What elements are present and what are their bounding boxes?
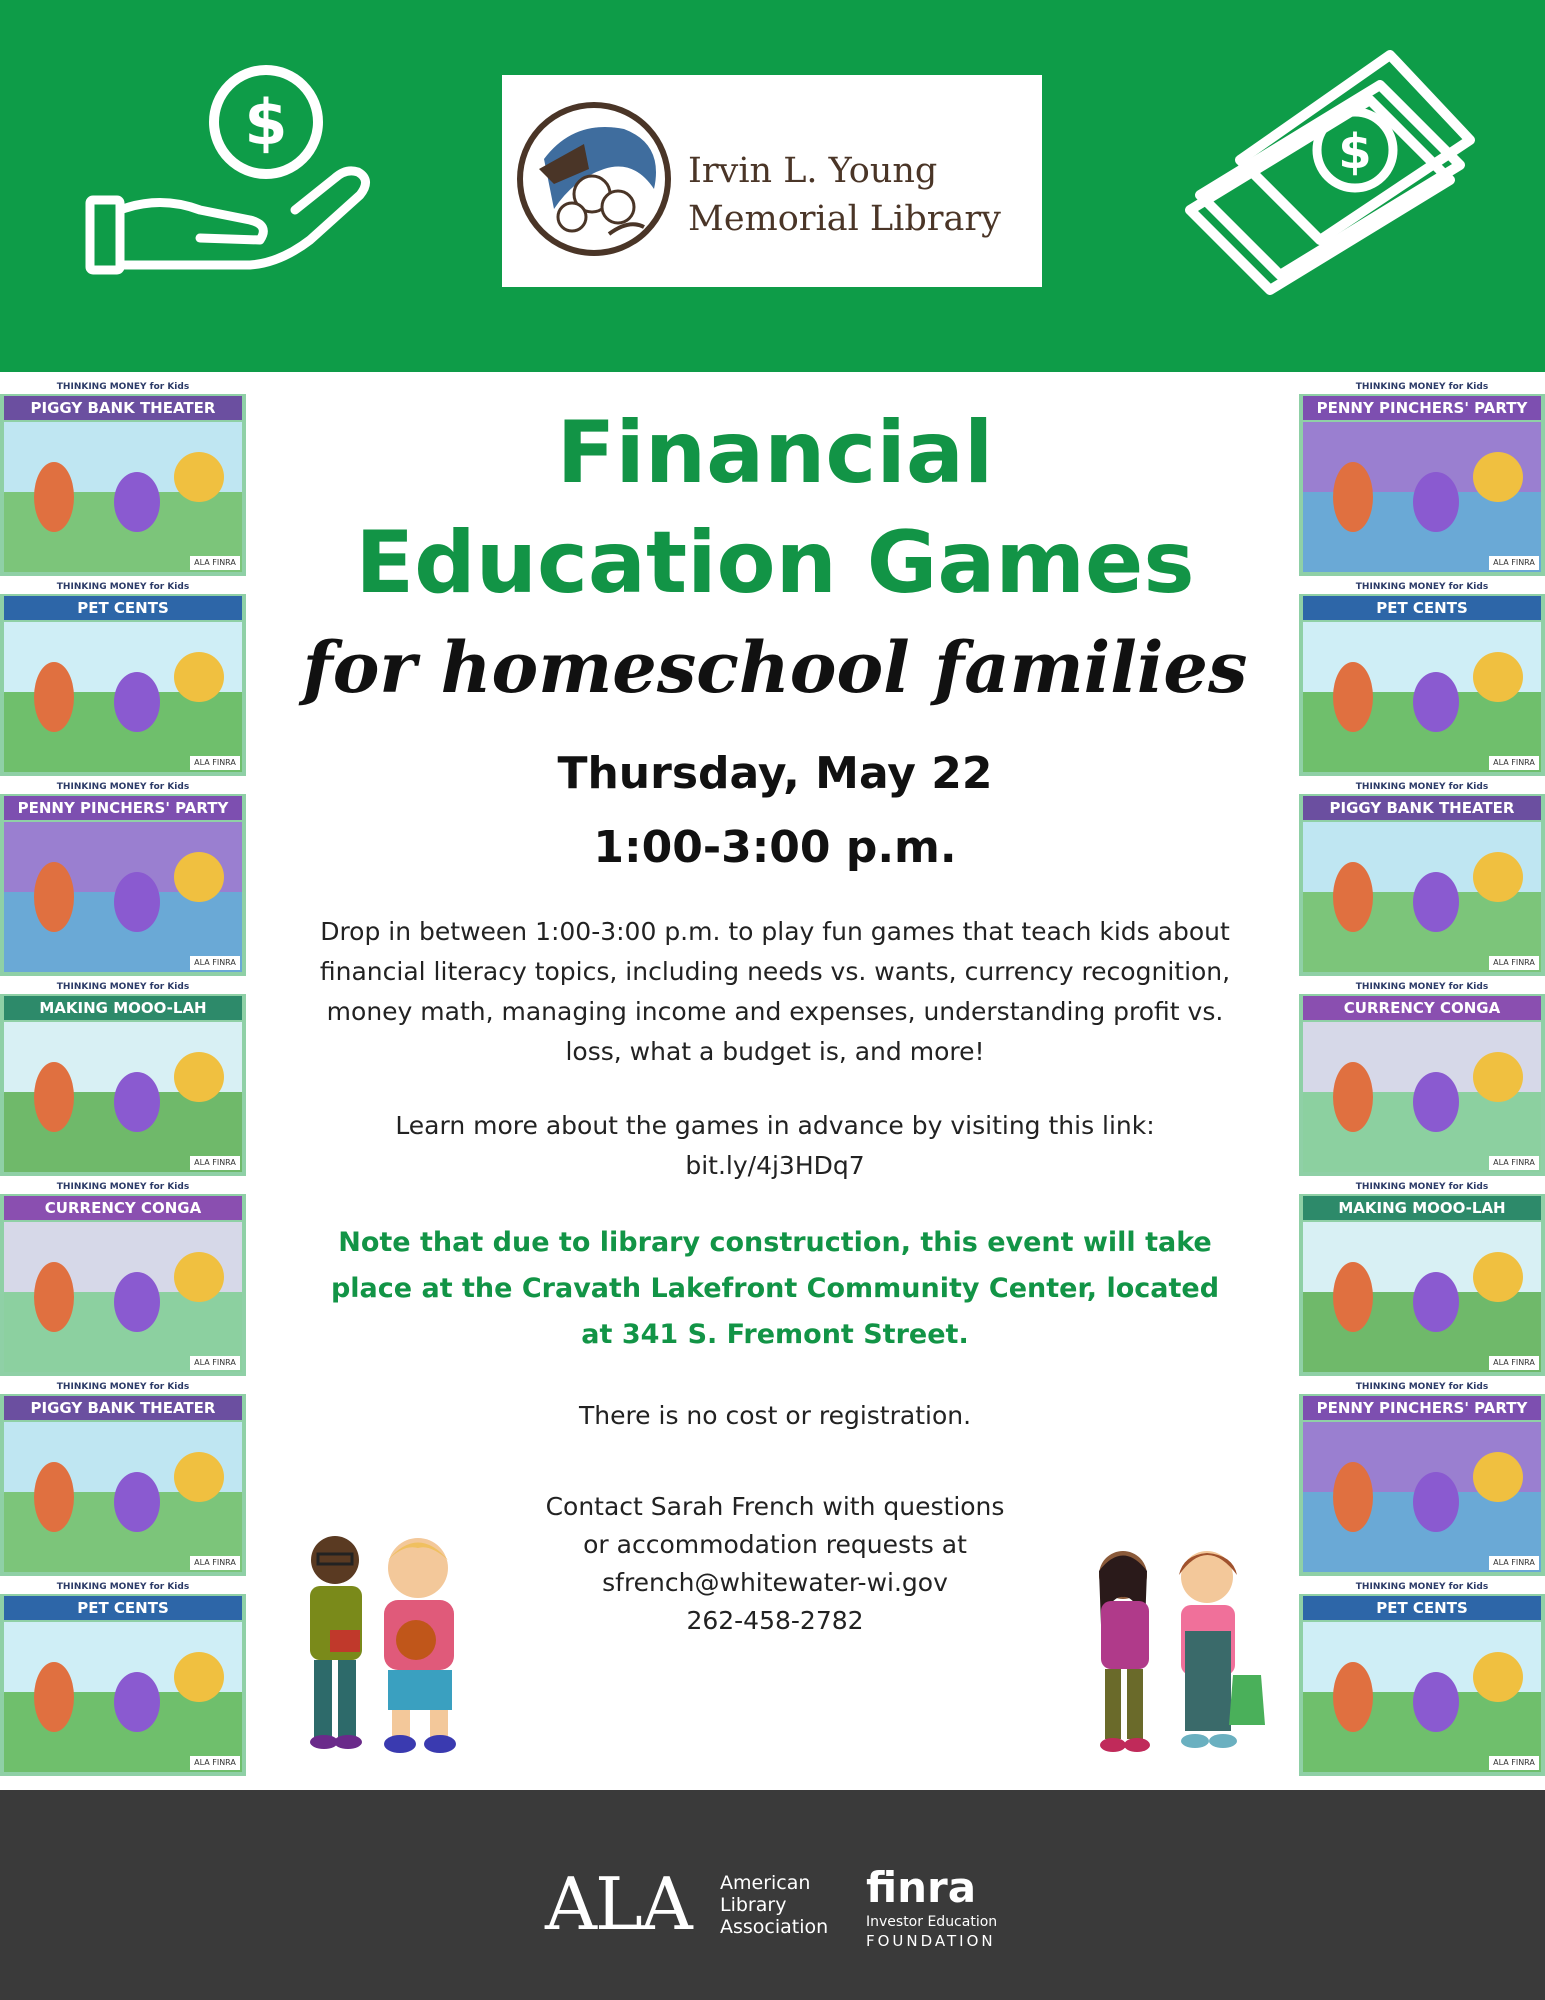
tile-brand: THINKING MONEY for Kids [1299,380,1545,394]
right-game-tile [1299,380,1545,576]
right-game-tiles [1299,380,1545,1780]
right-game-tile [1299,1380,1545,1576]
tile-sponsor: ALA FINRA [1489,956,1539,970]
games-link[interactable]: bit.ly/4j3HDq7 [685,1151,865,1180]
tile-character [1333,662,1373,732]
tile-character [114,1072,160,1132]
event-subtitle: for homeschool families [302,626,1248,709]
tile-character [174,452,224,502]
tile-character [1413,1072,1459,1132]
tile-character [34,862,74,932]
left-game-tile [0,380,246,576]
right-game-tile [1299,580,1545,776]
contact-email[interactable]: sfrench@whitewater-wi.gov [602,1568,948,1597]
tile-character [1333,462,1373,532]
event-title-line2: Education Games [355,513,1195,613]
tile-character [114,1272,160,1332]
tile-scene [1303,622,1541,772]
tile-sponsor: ALA FINRA [190,1756,240,1770]
tile-character [34,1662,74,1732]
tile-sponsor: ALA FINRA [190,956,240,970]
tile-character [114,472,160,532]
tile-character [174,852,224,902]
tile-title: MAKING MOOO-LAH [1303,1196,1541,1220]
tile-character [1413,1472,1459,1532]
tile-brand: THINKING MONEY for Kids [0,980,246,994]
contact-line2: or accommodation requests at [583,1530,967,1559]
tile-character [114,672,160,732]
tile-title: PET CENTS [1303,1596,1541,1620]
svg-text:$: $ [1338,124,1372,180]
left-game-tile [0,1580,246,1776]
tile-character [114,1472,160,1532]
tile-sponsor: ALA FINRA [1489,1756,1539,1770]
tile-title: PIGGY BANK THEATER [1303,796,1541,820]
event-time: 1:00-3:00 p.m. [593,822,957,873]
hand-holding-dollar-icon [80,60,380,290]
tile-character [34,1062,74,1132]
tile-brand: THINKING MONEY for Kids [1299,1180,1545,1194]
right-game-tile [1299,1180,1545,1376]
tile-scene [1303,1222,1541,1372]
tile-character [174,1452,224,1502]
tile-character [1413,1272,1459,1332]
tile-title: PIGGY BANK THEATER [4,396,242,420]
kids-illustration-left [280,1520,490,1760]
tile-brand: THINKING MONEY for Kids [1299,780,1545,794]
tile-character [1473,1052,1523,1102]
tile-character [1473,1452,1523,1502]
tile-brand: THINKING MONEY for Kids [0,1380,246,1394]
tile-character [114,1672,160,1732]
tile-sponsor: ALA FINRA [1489,756,1539,770]
event-date: Thursday, May 22 [557,748,993,799]
left-game-tile [0,1380,246,1576]
svg-text:$: $ [244,86,288,159]
tile-title: PET CENTS [4,596,242,620]
tile-scene [1303,422,1541,572]
tile-character [1473,1252,1523,1302]
right-game-tile [1299,980,1545,1176]
tile-sponsor: ALA FINRA [190,1356,240,1370]
tile-character [174,1252,224,1302]
tile-sponsor: ALA FINRA [1489,1156,1539,1170]
tile-character [1333,1262,1373,1332]
tile-sponsor: ALA FINRA [1489,556,1539,570]
left-game-tiles [0,380,246,1780]
tile-character [174,652,224,702]
header-banner [0,0,1545,372]
tile-character [1333,1662,1373,1732]
library-name-line2: Memorial Library [688,199,1001,239]
tile-brand: THINKING MONEY for Kids [0,780,246,794]
tile-brand: THINKING MONEY for Kids [0,1180,246,1194]
event-details [260,380,1290,1640]
tile-title: MAKING MOOO-LAH [4,996,242,1020]
tile-brand: THINKING MONEY for Kids [1299,580,1545,594]
left-game-tile [0,580,246,776]
tile-character [1413,472,1459,532]
tile-scene [1303,1022,1541,1172]
tile-brand: THINKING MONEY for Kids [1299,980,1545,994]
tile-character [34,662,74,732]
tile-scene [4,1022,242,1172]
tile-character [114,872,160,932]
event-title-line1: Financial [556,403,994,503]
tile-scene [4,622,242,772]
tile-sponsor: ALA FINRA [190,556,240,570]
tile-character [1413,1672,1459,1732]
tile-brand: THINKING MONEY for Kids [0,380,246,394]
finra-logo: finra [866,1863,977,1912]
tile-scene [4,422,242,572]
left-game-tile [0,1180,246,1376]
location-note: Note that due to library construction, this event will take place at the Cravath Lakefront Community Center, located at 341 S. Fremont Street. [330,1227,1220,1350]
ala-name-line3: Association [720,1916,829,1938]
tile-brand: THINKING MONEY for Kids [1299,1580,1545,1594]
contact-phone: 262-458-2782 [686,1606,864,1635]
learn-more-text [260,1106,1290,1186]
learn-more-label: Learn more about the games in advance by visiting this link: [395,1111,1155,1140]
kids-illustration-right [1065,1535,1275,1765]
left-game-tile [0,980,246,1176]
tile-sponsor: ALA FINRA [190,756,240,770]
tile-title: PET CENTS [4,1596,242,1620]
contact-line1: Contact Sarah French with questions [545,1492,1005,1521]
tile-character [1333,1062,1373,1132]
tile-title: CURRENCY CONGA [4,1196,242,1220]
tile-scene [1303,1422,1541,1572]
event-description: Drop in between 1:00-3:00 p.m. to play fun games that teach kids about financial literacy topics, including needs vs. wants, currency recognition, money math, managing income and expenses, understanding profit vs. loss, what a budget is, and more! [319,917,1231,1066]
library-name-line1: Irvin L. Young [688,151,938,191]
tile-character [1413,672,1459,732]
tile-scene [4,1222,242,1372]
tile-brand: THINKING MONEY for Kids [0,1580,246,1594]
tile-title: PIGGY BANK THEATER [4,1396,242,1420]
tile-character [1413,872,1459,932]
event-title [260,398,1290,618]
tile-sponsor: ALA FINRA [1489,1556,1539,1570]
tile-character [1333,862,1373,932]
tile-character [1473,852,1523,902]
ala-name [720,1872,828,1938]
library-logo [502,75,1042,287]
tile-scene [4,1622,242,1772]
tile-character [174,1052,224,1102]
tile-scene [1303,1622,1541,1772]
tile-character [1473,1652,1523,1702]
tile-title: PET CENTS [1303,596,1541,620]
ala-name-line2: Library [720,1894,787,1916]
tile-title: PENNY PINCHERS' PARTY [1303,396,1541,420]
tile-character [34,462,74,532]
no-cost-text: There is no cost or registration. [578,1401,972,1430]
finra-sub-line2: FOUNDATION [866,1932,996,1950]
tile-scene [4,1422,242,1572]
tile-title: PENNY PINCHERS' PARTY [1303,1396,1541,1420]
library-name [688,147,1001,243]
tile-brand: THINKING MONEY for Kids [0,580,246,594]
tile-scene [1303,822,1541,972]
tile-title: CURRENCY CONGA [1303,996,1541,1020]
tile-character [1473,452,1523,502]
left-game-tile [0,780,246,976]
tile-title: PENNY PINCHERS' PARTY [4,796,242,820]
right-game-tile [1299,1580,1545,1776]
money-bills-icon [1170,40,1490,310]
finra-sub-line1: Investor Education [866,1914,998,1930]
ala-name-line1: American [720,1872,811,1894]
tile-character [1333,1462,1373,1532]
right-game-tile [1299,780,1545,976]
tile-character [34,1262,74,1332]
tile-character [34,1462,74,1532]
tile-character [1473,652,1523,702]
tile-character [174,1652,224,1702]
library-emblem-icon [514,99,674,259]
tile-sponsor: ALA FINRA [190,1156,240,1170]
tile-sponsor: ALA FINRA [190,1556,240,1570]
tile-scene [4,822,242,972]
ala-logo: ALA [545,1862,691,1946]
tile-brand: THINKING MONEY for Kids [1299,1380,1545,1394]
tile-sponsor: ALA FINRA [1489,1356,1539,1370]
